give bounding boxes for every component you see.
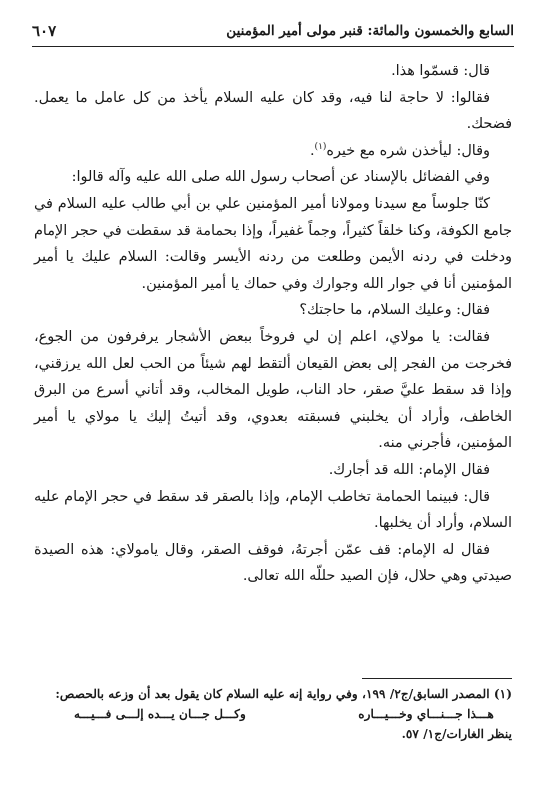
- page-number: ٦٠٧: [32, 22, 57, 40]
- paragraph: فقال الإمام: الله قد أجارك.: [328, 461, 490, 478]
- paragraph: فقال: وعليك السلام، ما حاجتك؟: [299, 302, 490, 319]
- footnote-line: ينظر الغارات/ج١/ ٥٧.: [401, 727, 512, 741]
- paragraph: فقالوا: لا حاجة لنا فيه، وقد كان عليه السلام يأخذ من كل عامل ما يعمل. فضحك.: [34, 89, 512, 133]
- running-title: السابع والخمسون والمائة: قنبر مولى أمير المؤمنين: [226, 23, 514, 39]
- paragraph-text: وقال: ليأخذن شره مع خيره: [326, 142, 490, 159]
- paragraph: قال: فبينما الحمامة تخاطب الإمام، وإذا بالصقر قد سقط في حجر الإمام عليه السلام، وأراد أن يخلبها.: [34, 488, 512, 532]
- verse-hemistich-right: هـــذا جـــنـــاي وخـــيـــاره: [358, 707, 494, 721]
- body-text: [34, 58, 512, 590]
- verse-hemistich-left: وكـــل جـــان يـــده إلـــى فـــيـــه: [74, 707, 246, 721]
- footnote: [34, 684, 512, 744]
- footnote-line: (١) المصدر السابق/ج٢/ ١٩٩، وفي رواية إنه عليه السلام كان يقول بعد أن وزعه بالحصص:: [55, 687, 512, 701]
- paragraph: فقال له الإمام: قف عمّن أجرتهُ، فوقف الصقر، وقال يامولاي: هذه الصيدة صيدتي وهي حلال، فإن الصيد حللّه الله تعالى.: [34, 541, 512, 585]
- paragraph: كنّا جلوساً مع سيدنا ومولانا أمير المؤمنين علي بن أبي طالب عليه السلام في جامع الكوفة، وكنا خلقاً كثيراً، وجماً غفيراً، وإذا بحمامة قد سقطت في حجر الإمام ودخلت في ردنه الأيمن وطلعت من ردنه الأيسر وقالت: السلام عليك يا أمير المؤمنين أنا في جوار الله وجوارك وفي حماك يا أمير المؤمنين.: [34, 195, 512, 292]
- footnote-reference: (١): [314, 141, 327, 152]
- footnote-divider: [362, 678, 512, 679]
- paragraph: فقالت: يا مولاي، اعلم إن لي فروخاً ببعض الأشجار يرفرفون من الجوع، فخرجت من الفجر إلى بعض القيعان ألتقط لهم شيئاً من الحب لعل الله يرزقني، وإذا قد سقط عليَّ صقر، حاد الناب، طويل المخالب، وقد أتاني أسرع من البرق الخاطف، وأراد أن يخلبني فسبقته بعدوي، وقد أتيتُ إليك يا مولاي يا أمير المؤمنين، فأجرني منه.: [34, 328, 512, 452]
- page-header: [32, 16, 514, 47]
- paragraph: وفي الفضائل بالإسناد عن أصحاب رسول الله صلى الله عليه وآله قالوا:: [71, 169, 490, 186]
- paragraph: قال: قسمّوا هذا.: [391, 63, 490, 79]
- footnote-verse: [34, 704, 512, 724]
- paragraph: وقال: ليأخذن شره مع خيره$^{(١)}$.: [309, 141, 490, 159]
